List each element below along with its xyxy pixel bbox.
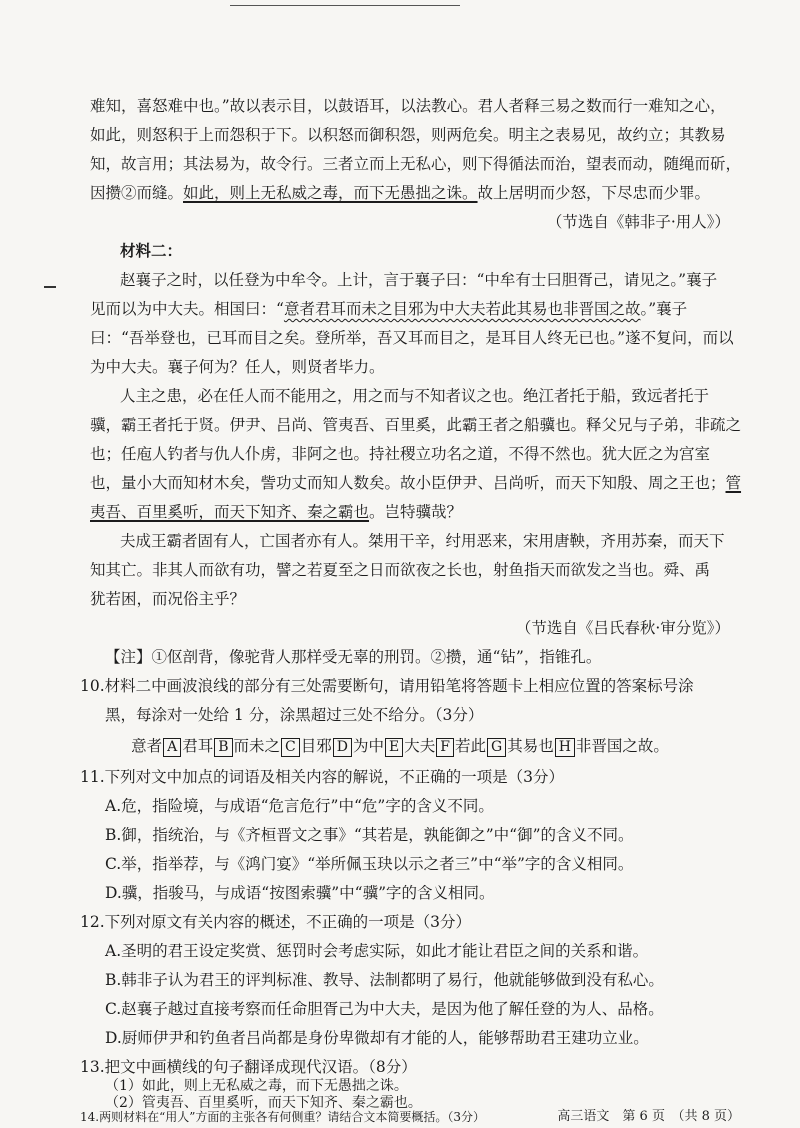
margin-mark — [44, 286, 56, 288]
text-line — [90, 183, 730, 203]
text-line — [90, 299, 730, 319]
wavy-underlined-passage: 意者君耳而未之目邪为中大夫若此其易也非晋国之故 — [283, 300, 641, 318]
question-13-stem: 13.把文中画横线的句子翻译成现代汉语。（8分） — [80, 1058, 417, 1076]
answer-box-g[interactable]: G — [487, 738, 506, 757]
question-11-option-c[interactable]: C.举，指举荐，与《鸿门宴》“举所佩玉玦以示之者三”中“举”字的含义相同。 — [105, 855, 634, 873]
answer-box-e[interactable]: E — [385, 738, 403, 757]
seq-text: 君耳 — [182, 737, 214, 755]
answer-box-f[interactable]: F — [436, 738, 454, 757]
question-10-stem: 10.材料二中画波浪线的部分有三处需要断句，请用铅笔将答题卡上相应位置的答案标号涂 — [80, 677, 694, 695]
text-line — [90, 473, 742, 493]
text-line — [90, 502, 730, 522]
text-line: 人主之患，必在任人而不能用之，用之而与不知者议之也。绝江者托于船，致远者托于 — [120, 387, 710, 405]
text-line: 如此，则怒积于上而怨积于下。以积怒而御积怨，则两危矣。明主之表易见，故约立；其教易 — [90, 126, 726, 144]
answer-box-c[interactable]: C — [281, 738, 300, 757]
answer-box-d[interactable]: D — [333, 738, 352, 757]
answer-box-a[interactable]: A — [163, 738, 181, 757]
text-line: 犹若困，而况俗主乎？ — [90, 590, 246, 608]
question-12-option-a[interactable]: A.圣明的君王设定奖赏、惩罚时会考虑实际，如此才能让君臣之间的关系和谐。 — [105, 942, 649, 960]
question-12-option-c[interactable]: C.赵襄子越过直接考察而任命胆胥己为中大夫，是因为他了解任登的为人、品格。 — [105, 1000, 664, 1018]
text-segment: 。”襄子 — [640, 300, 688, 318]
question-11-option-d[interactable]: D.骥，指骏马，与成语“按图索骥”中“骥”字的含义相同。 — [105, 884, 495, 902]
page-footer: 高三语文 第 6 页 （共 8 页） — [557, 1109, 740, 1124]
text-line: 难知，喜怒难中也。”故以表示目，以鼓语耳，以法教心。君人者释三易之数而行一难知之心， — [90, 97, 726, 115]
question-13-item-1: （1）如此，则上无私威之毒，而下无愚拙之诛。 — [105, 1078, 408, 1094]
question-11-stem: 11.下列对文中加点的词语及相关内容的解说，不正确的一项是（3分） — [80, 768, 565, 786]
question-12-stem: 12.下列对原文有关内容的概述，不正确的一项是（3分） — [80, 913, 472, 931]
seq-text: 非晋国之故。 — [575, 737, 669, 755]
question-10-sequence — [0, 736, 800, 757]
question-14-stem: 14.两则材料在“用人”方面的主张各有何侧重？请结合文本简要概括。（3分） — [80, 1110, 485, 1124]
text-line: 夫成王霸者固有人，亡国者亦有人。桀用干辛，纣用恶来，宋用唐鞅，齐用苏秦，而天下 — [120, 532, 725, 550]
text-line: 知，故言用；其法易为，故令行。三者立而上无私心，则下得循法而治，望表而动，随绳而斫， — [90, 155, 742, 173]
seq-text: 若此 — [454, 737, 486, 755]
underlined-sentence-2-end: 夷吾、百里奚听，而天下知齐、秦之霸也 — [90, 503, 370, 521]
seq-text: 意者 — [131, 737, 163, 755]
text-line: 曰：“吾举登也，已耳而目之矣。登所举，吾又耳而目之，是耳目人终无已也。”遂不复问，而以 — [90, 329, 734, 347]
answer-box-h[interactable]: H — [555, 738, 575, 757]
question-12-option-d[interactable]: D.厨师伊尹和钓鱼者吕尚都是身份卑微却有才能的人，能够帮助君王建功立业。 — [105, 1029, 649, 1047]
text-line: 赵襄子之时，以任登为中牟令。上计，言于襄子曰：“中牟有士曰胆胥己，请见之。”襄子 — [120, 271, 718, 289]
seq-text: 而未之 — [233, 737, 281, 755]
text-line: 骥，霸王者托于贤。伊尹、吕尚、管夷吾、百里奚，此霸王者之船骥也。释父兄与子弟，非疏之 — [90, 416, 742, 434]
text-segment: 因攒②而缝。 — [90, 184, 184, 202]
underlined-sentence-2-start: 管 — [725, 474, 742, 492]
question-12-option-b[interactable]: B.韩非子认为君王的评判标准、教导、法制都明了易行，他就能够做到没有私心。 — [105, 971, 664, 989]
text-line: 知其亡。非其人而欲有功，譬之若夏至之日而欲夜之长也，射鱼指天而欲发之当也。舜、禹 — [90, 561, 711, 579]
text-line: 为中大夫。襄子何为？任人，则贤者毕力。 — [90, 358, 385, 376]
answer-box-b[interactable]: B — [214, 738, 232, 757]
text-segment: 。岂特骥哉？ — [369, 503, 463, 521]
question-11-option-a[interactable]: A.危，指险境，与成语“危言危行”中“危”字的含义不同。 — [105, 797, 494, 815]
text-line: 也；任庖人钓者与仇人仆虏，非阿之也。持社稷立功名之道，不得不然也。犹大匠之为宫室 — [90, 445, 711, 463]
question-11-option-b[interactable]: B.御，指统治，与《齐桓晋文之事》“其若是，孰能御之”中“御”的含义不同。 — [105, 826, 634, 844]
text-segment: 也，量小大而知材木矣，訾功丈而知人数矣。故小臣伊尹、吕尚听，而天下知殷、周之王也； — [90, 474, 726, 492]
underlined-sentence-1: 如此，则上无私威之毒，而下无愚拙之诛。 — [183, 184, 478, 202]
text-segment: 见而以为中大夫。相国曰：“ — [90, 300, 284, 318]
top-border-line — [230, 0, 460, 6]
question-13-item-2: （2）管夷吾、百里奚听，而天下知齐、秦之霸也。 — [105, 1095, 422, 1111]
seq-text: 为中 — [353, 737, 385, 755]
question-10-stem-cont: 黑，每涂对一处给 1 分，涂黑超过三处不给分。（3分） — [105, 706, 484, 724]
annotation-note: 【注】①伛剖背，像驼背人那样受无辜的刑罚。②攒，通“钻”，指锥孔。 — [105, 648, 602, 666]
seq-text: 目邪 — [300, 737, 332, 755]
material-2-title: 材料二： — [120, 241, 183, 260]
seq-text: 其易也 — [507, 737, 554, 755]
text-segment: 故上居明而少怒，下尽忠而少罪。 — [477, 184, 711, 202]
source-citation-2: （节选自《吕氏春秋·审分览》） — [515, 619, 730, 637]
source-citation-1: （节选自《韩非子·用人》） — [546, 213, 730, 231]
seq-text: 大夫 — [404, 737, 436, 755]
